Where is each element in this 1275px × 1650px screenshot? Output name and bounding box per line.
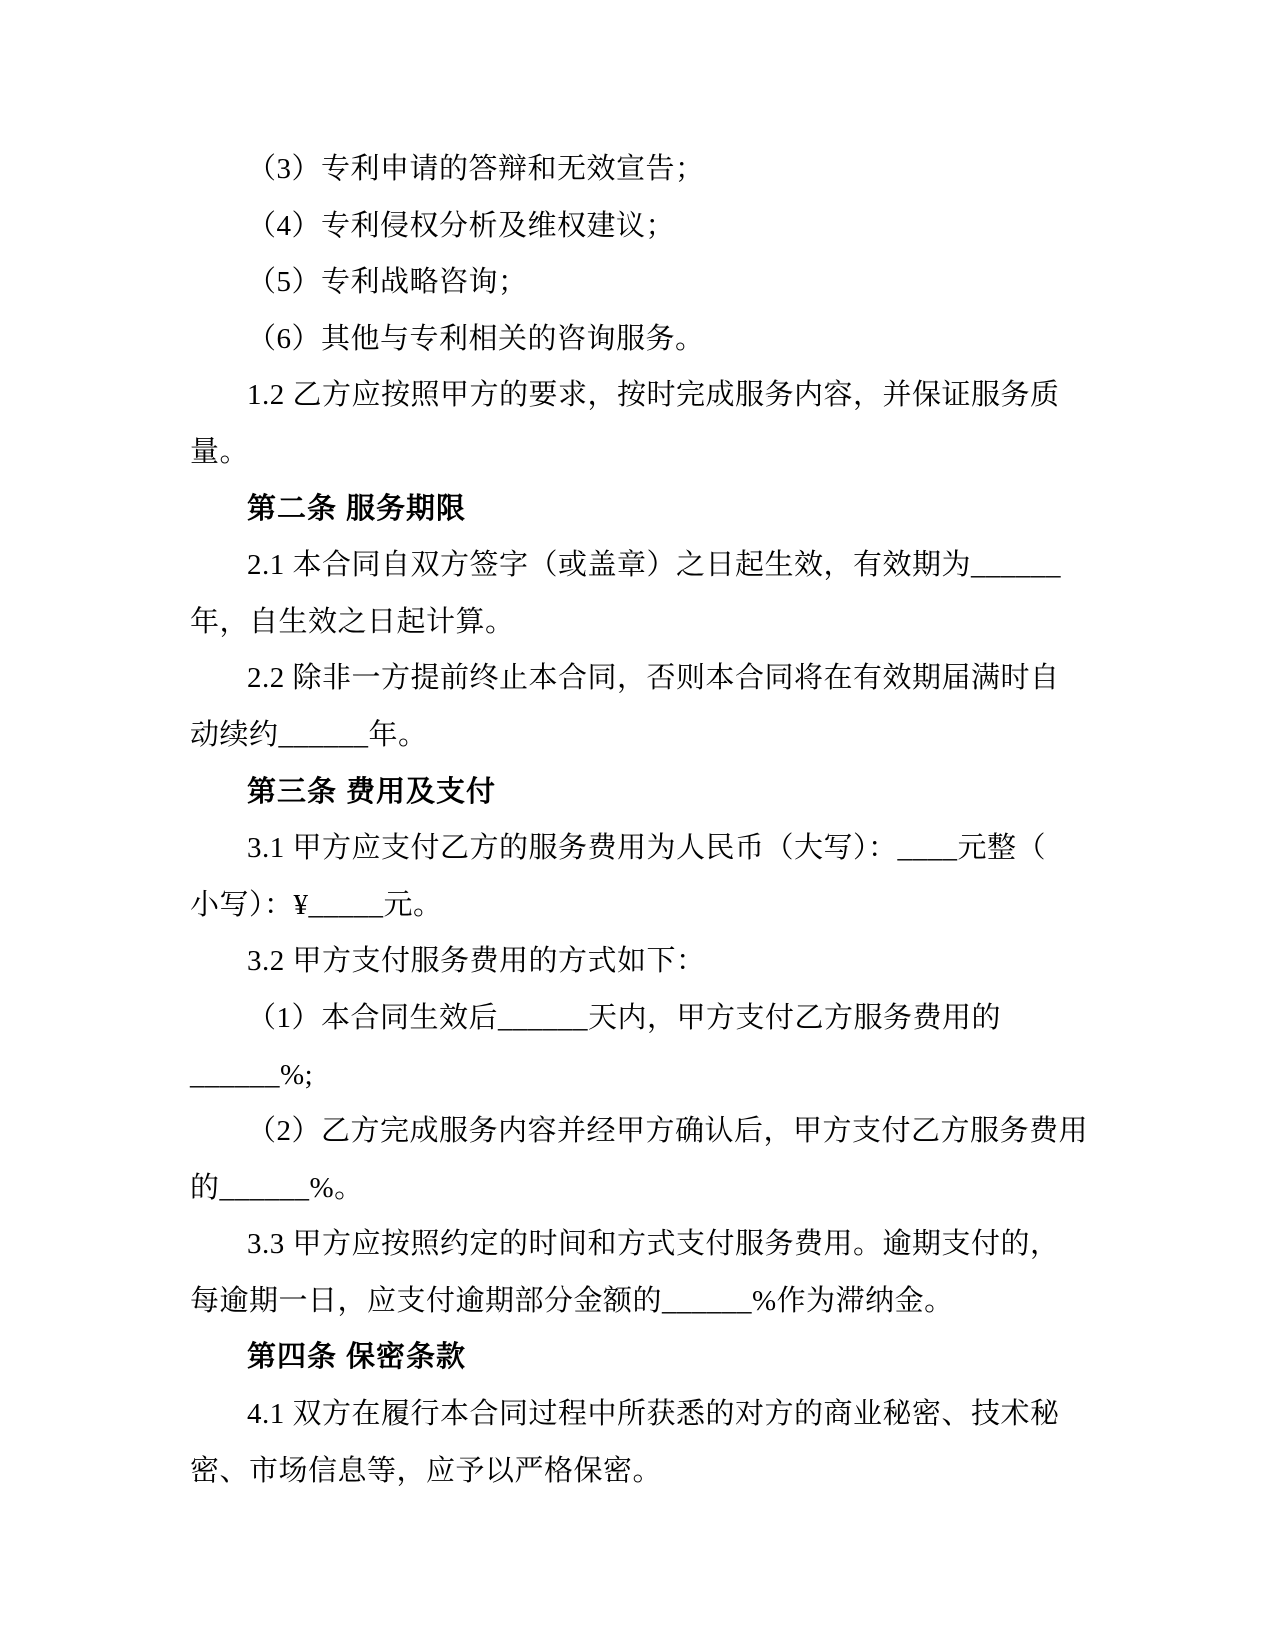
document-line: 动续约______年。 bbox=[190, 718, 428, 751]
document-line: 年，自生效之日起计算。 bbox=[190, 605, 515, 638]
document-line: （3）专利申请的答辩和无效宣告； bbox=[247, 153, 705, 185]
document-line: 4.1 双方在履行本合同过程中所获悉的对方的商业秘密、技术秘 bbox=[247, 1398, 1060, 1431]
section-heading: 第二条 服务期限 bbox=[247, 492, 467, 525]
document-line: （5）专利战略咨询； bbox=[247, 266, 528, 299]
document-line: 3.1 甲方应支付乙方的服务费用为人民币（大写）：____元整（ bbox=[247, 832, 1047, 865]
section-heading: 第三条 费用及支付 bbox=[247, 775, 497, 808]
document-line: 3.3 甲方应按照约定的时间和方式支付服务费用。逾期支付的， bbox=[247, 1228, 1060, 1261]
document-line: 1.2 乙方应按照甲方的要求，按时完成服务内容，并保证服务质 bbox=[247, 379, 1060, 412]
document-line: 小写）：¥_____元。 bbox=[190, 888, 443, 921]
section-heading: 第四条 保密条款 bbox=[247, 1341, 467, 1374]
document-line: 2.1 本合同自双方签字（或盖章）之日起生效，有效期为______ bbox=[247, 549, 1062, 582]
document-line: （4）专利侵权分析及维权建议； bbox=[247, 209, 676, 242]
document-line: （1）本合同生效后______天内，甲方支付乙方服务费用的 bbox=[247, 1001, 1002, 1034]
document-line: 密、市场信息等，应予以严格保密。 bbox=[190, 1454, 663, 1487]
document-line: （2）乙方完成服务内容并经甲方确认后，甲方支付乙方服务费用 bbox=[247, 1115, 1089, 1148]
document-line: 量。 bbox=[190, 435, 250, 468]
document-line: 3.2 甲方支付服务费用的方式如下： bbox=[247, 945, 706, 978]
document-line: 的______%。 bbox=[190, 1171, 364, 1204]
document-line: ______%; bbox=[190, 1058, 314, 1091]
document-line: 2.2 除非一方提前终止本合同，否则本合同将在有效期届满时自 bbox=[247, 662, 1060, 695]
document-line: （6）其他与专利相关的咨询服务。 bbox=[247, 322, 705, 355]
document-content bbox=[190, 141, 1130, 1499]
document-line: 每逾期一日，应支付逾期部分金额的______%作为滞纳金。 bbox=[190, 1284, 954, 1317]
